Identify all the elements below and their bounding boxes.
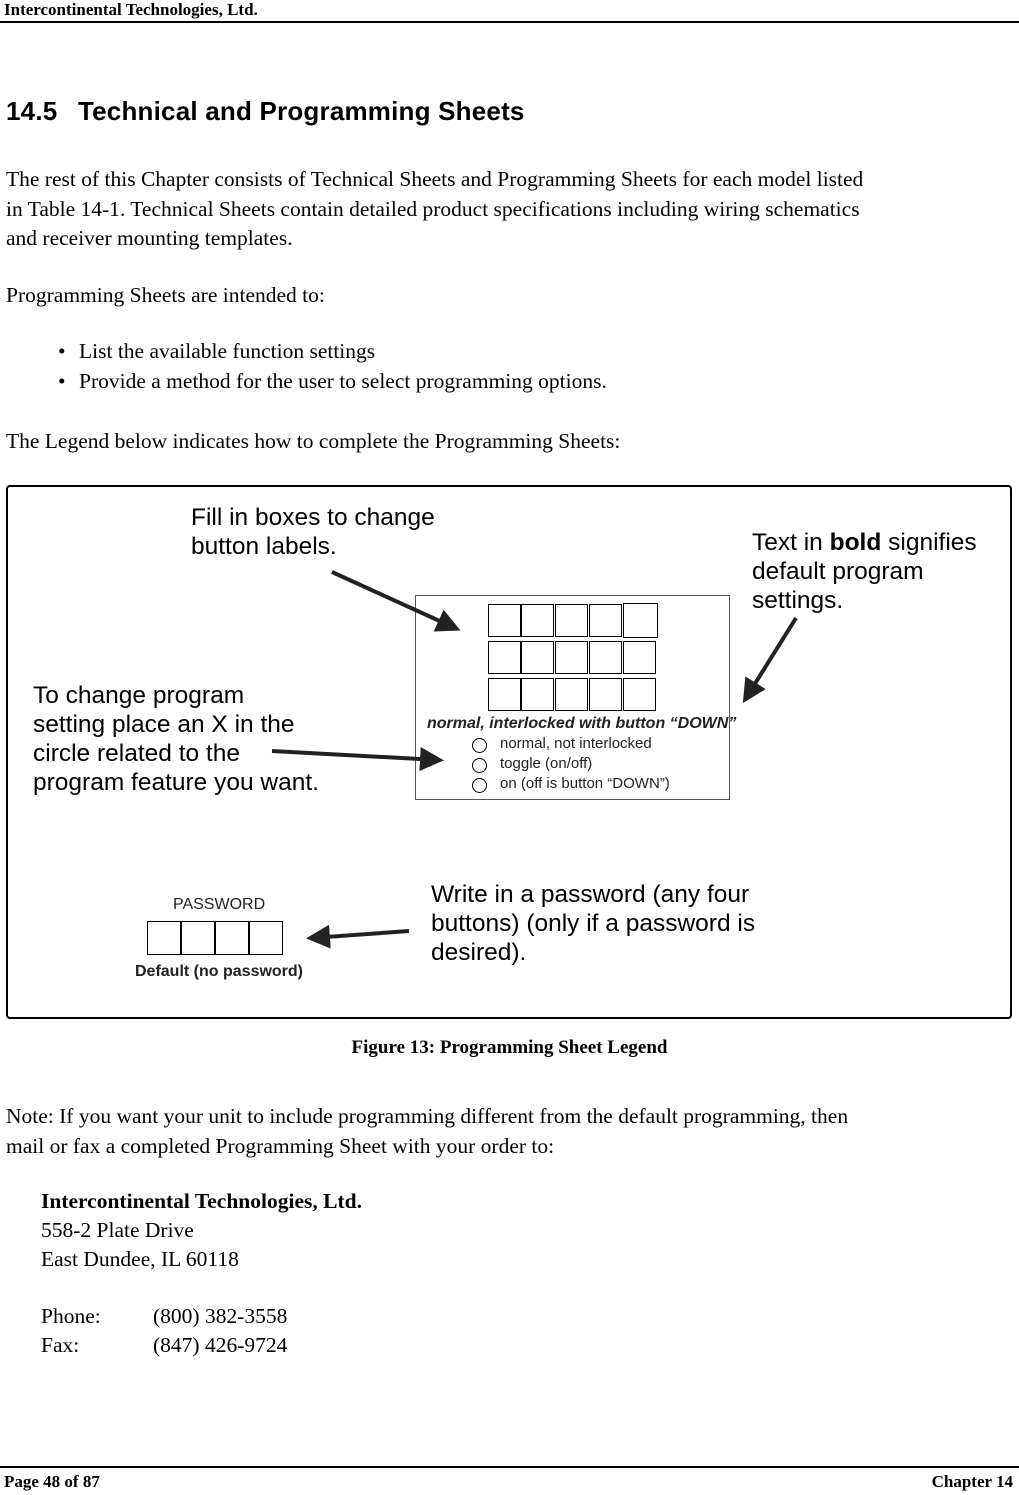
password-default: Default (no password): [135, 963, 304, 980]
address-company: Intercontinental Technologies, Ltd.: [41, 1189, 362, 1213]
fax-label: Fax:: [41, 1333, 80, 1357]
callout-line: program feature you want.: [33, 769, 319, 796]
footer-rule: [0, 1466, 1019, 1468]
note-paragraph: [6, 1102, 1011, 1161]
address-street: 558-2 Plate Drive: [41, 1218, 194, 1242]
default-option: normal, interlocked with button “DOWN”: [427, 715, 737, 732]
note-line: mail or fax a completed Programming Sheet with your order to:: [6, 1133, 555, 1158]
password-label: PASSWORD: [173, 896, 266, 913]
callout-line: Write in a password (any four: [431, 881, 750, 908]
callout-line: button labels.: [191, 533, 337, 560]
chapter-label: Chapter 14: [931, 1472, 1013, 1491]
intro-line: and receiver mounting templates.: [6, 226, 293, 250]
fax-number: (847) 426-9724: [153, 1333, 288, 1357]
option-label: on (off is button “DOWN”): [500, 775, 670, 792]
callout-line: desired).: [431, 939, 527, 966]
legend-intro: The Legend below indicates how to complete the Programming Sheets:: [6, 429, 621, 453]
callout-line: settings.: [752, 587, 844, 614]
purpose-paragraph: Programming Sheets are intended to:: [6, 283, 325, 307]
arrow-change-program: [272, 751, 438, 760]
bullet-marker: •: [58, 369, 66, 393]
arrow-fill-boxes: [332, 572, 455, 628]
page-header: Intercontinental Technologies, Ltd.: [4, 0, 258, 19]
callout-text: signifies: [881, 529, 977, 556]
arrow-password: [312, 931, 409, 938]
callout-line: To change program: [33, 682, 245, 709]
bullet-item: List the available function settings: [79, 339, 376, 363]
option-label: toggle (on/off): [500, 755, 593, 772]
figure-caption: Figure 13: Programming Sheet Legend: [351, 1037, 668, 1058]
phone-number: (800) 382-3558: [153, 1304, 288, 1328]
arrow-bold-default: [746, 618, 796, 698]
phone-label: Phone:: [41, 1304, 101, 1328]
page-number: Page 48 of 87: [4, 1472, 100, 1491]
intro-line: in Table 14-1. Technical Sheets contain detailed product specifications including wiring schematics: [6, 196, 860, 221]
address-city: East Dundee, IL 60118: [41, 1247, 239, 1271]
note-line: Note: If you want your unit to include programming different from the default programming, then: [6, 1104, 849, 1128]
callout-bold-word: bold: [829, 529, 882, 556]
intro-line: The rest of this Chapter consists of Technical Sheets and Programming Sheets for each model listed: [6, 167, 864, 191]
callout-line: circle related to the: [33, 740, 240, 767]
callout-text: Text in: [752, 529, 830, 556]
callout-line: buttons) (only if a password is: [431, 910, 756, 937]
bullet-marker: •: [58, 339, 66, 363]
section-number: 14.5: [6, 96, 58, 126]
section-title: Technical and Programming Sheets: [78, 96, 525, 126]
callout-line: default program: [752, 558, 924, 585]
callout-line: setting place an X in the: [33, 711, 295, 738]
bullet-item: Provide a method for the user to select programming options.: [79, 369, 607, 393]
option-label: normal, not interlocked: [500, 735, 652, 752]
callout-line: Fill in boxes to change: [191, 504, 435, 531]
